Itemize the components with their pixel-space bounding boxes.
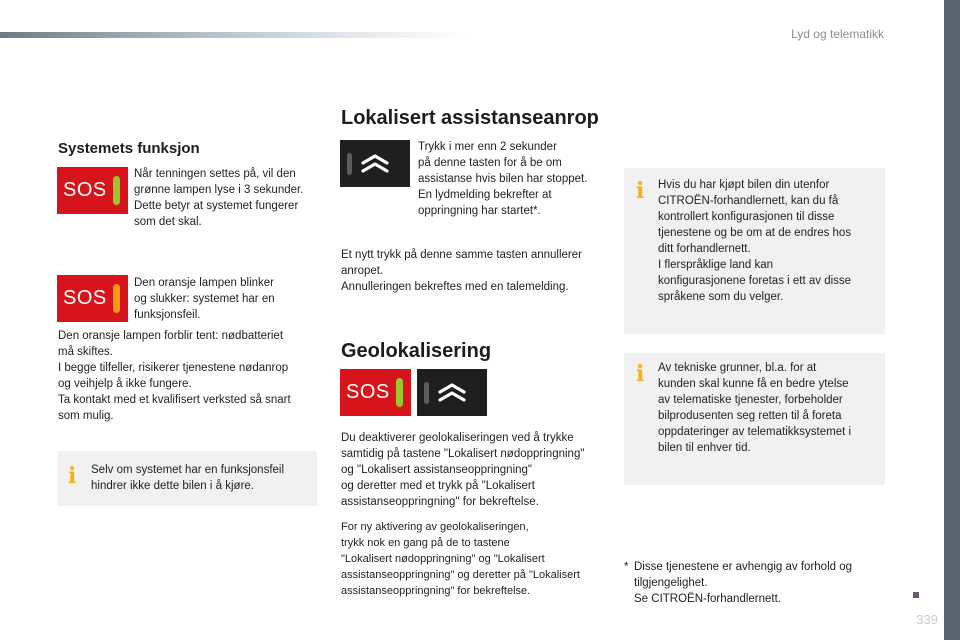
page-marker [913, 592, 919, 598]
assistance-cancel-paragraph: Et nytt trykk på denne samme tasten annullerer anropet. Annulleringen bekreftes med en talemelding. [341, 249, 582, 293]
geo-deactivate-paragraph: Du deaktiverer geolokaliseringen ved å trykke samtidig på tastene "Lokalisert nødoppringning" og "Lokalisert assistanseoppringning" og deretter med et trykk på "Lokalisert assistanseoppringning" for bekreftelse. [341, 432, 585, 508]
assistance-button-geo [417, 369, 487, 416]
citroen-chevrons-icon [360, 152, 390, 176]
header-gradient-bar [0, 32, 470, 38]
sos-label: SOS [63, 287, 107, 309]
footnote-text: Disse tjenestene er avhengig av forhold og tilgjengelighet. Se CITROËN-forhandlernett. [634, 561, 853, 605]
page-side-bar [944, 0, 960, 640]
green-led-icon [113, 176, 120, 205]
info-icon: i [636, 361, 645, 387]
footnote-mark: * [624, 561, 629, 573]
sos-button-geo [340, 369, 411, 416]
button-slot [347, 153, 352, 175]
sos-label: SOS [63, 179, 107, 201]
geo-reactivate-paragraph: For ny aktivering av geolokaliseringen, trykk nok en gang på de to tastene "Lokalisert nødoppringning" og "Lokalisert assistanseoppringning" og deretter på "Lokalisert assistanseoppringning" for bekreftelse. [341, 521, 580, 597]
button-slot [424, 382, 429, 404]
info-icon: i [636, 178, 645, 204]
sos-button-green [57, 167, 128, 214]
info-box-updates [624, 353, 885, 485]
heading-system-function: Systemets funksjon [58, 140, 200, 157]
heading-geolocation: Geolokalisering [341, 340, 492, 362]
info-dealer-text: Hvis du har kjøpt bilen din utenfor CITROËN-forhandlernett, kan du få kontrollert konfigurasjonen til disse tjenestene og be om at de endres hos ditt forhandlernett. I flerspråklige land kan konfigurasjonene foretas i ett av disse språkene som du velger. [658, 179, 852, 303]
assistance-press-text: Trykk i mer enn 2 sekunder på denne tasten for å be om assistanse hvis bilen har stoppet. En lydmelding bekrefter at oppringning har startet*. [418, 141, 588, 217]
citroen-chevrons-icon [437, 381, 467, 405]
battery-paragraph: Den oransje lampen forblir tent: nødbatteriet må skiftes. I begge tilfeller, risikerer tjenestene nødanrop og veihjelp å ikke fungere. Ta kontakt med et kvalifisert verksted så snart som mulig. [58, 330, 291, 422]
green-led-icon [396, 378, 403, 407]
orange-led-icon [113, 284, 120, 313]
section-title: Lyd og telematikk [791, 27, 884, 41]
sos-button-orange [57, 275, 128, 322]
heading-located-assistance: Lokalisert assistanseanrop [341, 107, 599, 129]
info-box-dealer [624, 168, 885, 334]
green-lamp-text: Når tenningen settes på, vil den grønne lampen lyse i 3 sekunder. Dette betyr at systemet fungerer som det skal. [134, 168, 304, 228]
info-updates-text: Av tekniske grunner, bl.a. for at kunden skal kunne få en bedre ytelse av telematiske tjenester, forbeholder bilprodusenten seg retten til å foreta oppdateringer av telematikksystemet i bilen til enhver tid. [658, 362, 852, 454]
sos-label: SOS [346, 381, 390, 403]
info-text: Selv om systemet har en funksjonsfeil hindrer ikke dette bilen i å kjøre. [91, 464, 285, 492]
orange-lamp-text: Den oransje lampen blinker og slukker: systemet har en funksjonsfeil. [134, 277, 275, 321]
assistance-button [340, 140, 410, 187]
page-number: 339 [916, 612, 938, 627]
info-icon: i [68, 463, 77, 489]
info-box-functionality [58, 451, 317, 506]
